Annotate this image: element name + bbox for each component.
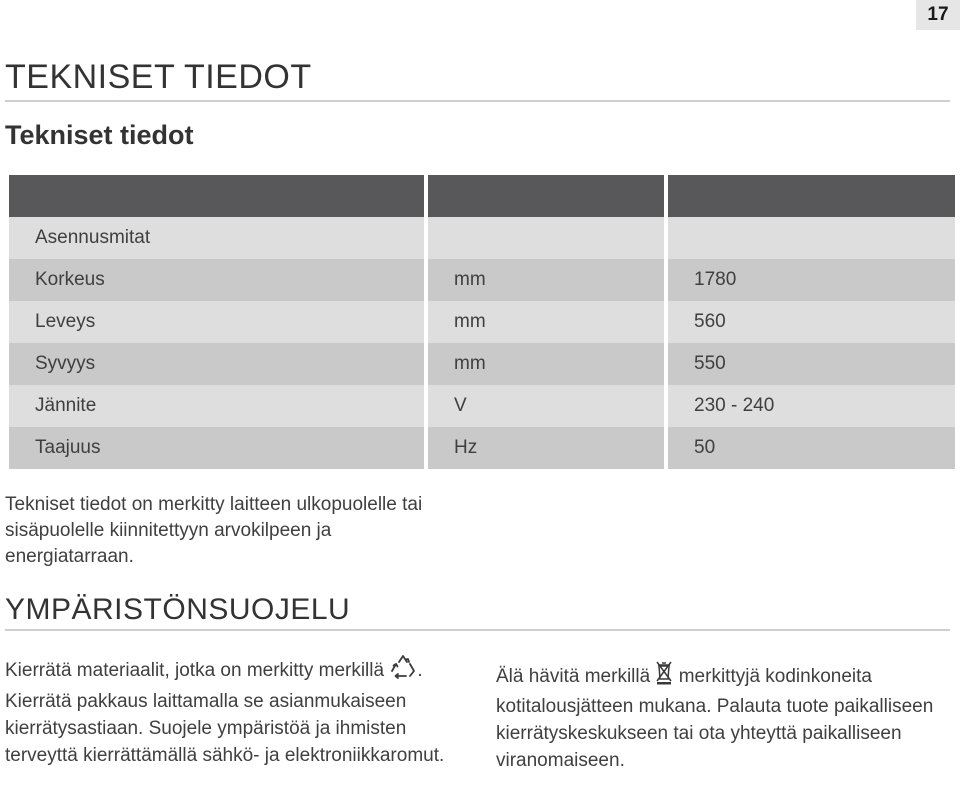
row-unit: mm [428,259,664,301]
row-unit: Hz [428,427,664,469]
row-value: 50 [668,427,955,469]
disposal-text-end: merkittyjä kodinkoneita kotitalousjätteen mukana. Palauta tuote paikalliseen kierrätyskeskukseen tai ota yhteyttä paikalliseen viranomaiseen. [496,666,934,771]
table-row [9,427,955,469]
row-unit [428,217,664,259]
recycling-text-start: Kierrätä materiaalit, jotka on merkitty merkillä [5,660,390,682]
row-label: Korkeus [9,259,424,301]
crossed-out-bin-icon [655,661,673,693]
row-label: Syvyys [9,343,424,385]
table-row [9,259,955,301]
table-header-row [9,175,955,217]
table-row [9,385,955,427]
row-value: 550 [668,343,955,385]
environment-heading: YMPÄRISTÖNSUOJELU [5,593,351,626]
table-row [9,301,955,343]
header-cell [428,175,664,217]
heading-divider [5,100,950,102]
row-value: 230 - 240 [668,385,955,427]
row-unit: V [428,385,664,427]
specifications-table [5,175,959,469]
header-cell [668,175,955,217]
table-row [9,343,955,385]
rating-plate-note: Tekniset tiedot on merkitty laitteen ulkopuolelle tai sisäpuolelle kiinnitettyyn arvokilpeen ja energiatarraan. [5,494,423,567]
disposal-text-start: Älä hävitä merkillä [496,666,656,688]
header-cell [9,175,424,217]
row-value: 560 [668,301,955,343]
row-unit: mm [428,343,664,385]
row-label: Leveys [9,301,424,343]
page-number: 17 [916,0,960,30]
row-value: 1780 [668,259,955,301]
recycling-paragraph [5,654,460,769]
row-label: Asennusmitat [9,217,424,259]
recycling-text-end: . Kierrätä pakkaus laittamalla se asianmukaiseen kierrätysastiaan. Suojele ympäristöä ja ihmisten terveyttä kierrättämällä sähkö- ja elektroniikkaromut. [5,660,445,766]
row-unit: mm [428,301,664,343]
row-label: Taajuus [9,427,424,469]
recycle-icon [389,654,417,688]
row-value [668,217,955,259]
row-label: Jännite [9,385,424,427]
environment-divider [5,629,950,631]
table-row [9,217,955,259]
table-title: Tekniset tiedot [5,120,194,150]
section-heading: TEKNISET TIEDOT [5,58,312,96]
disposal-paragraph [496,661,956,774]
